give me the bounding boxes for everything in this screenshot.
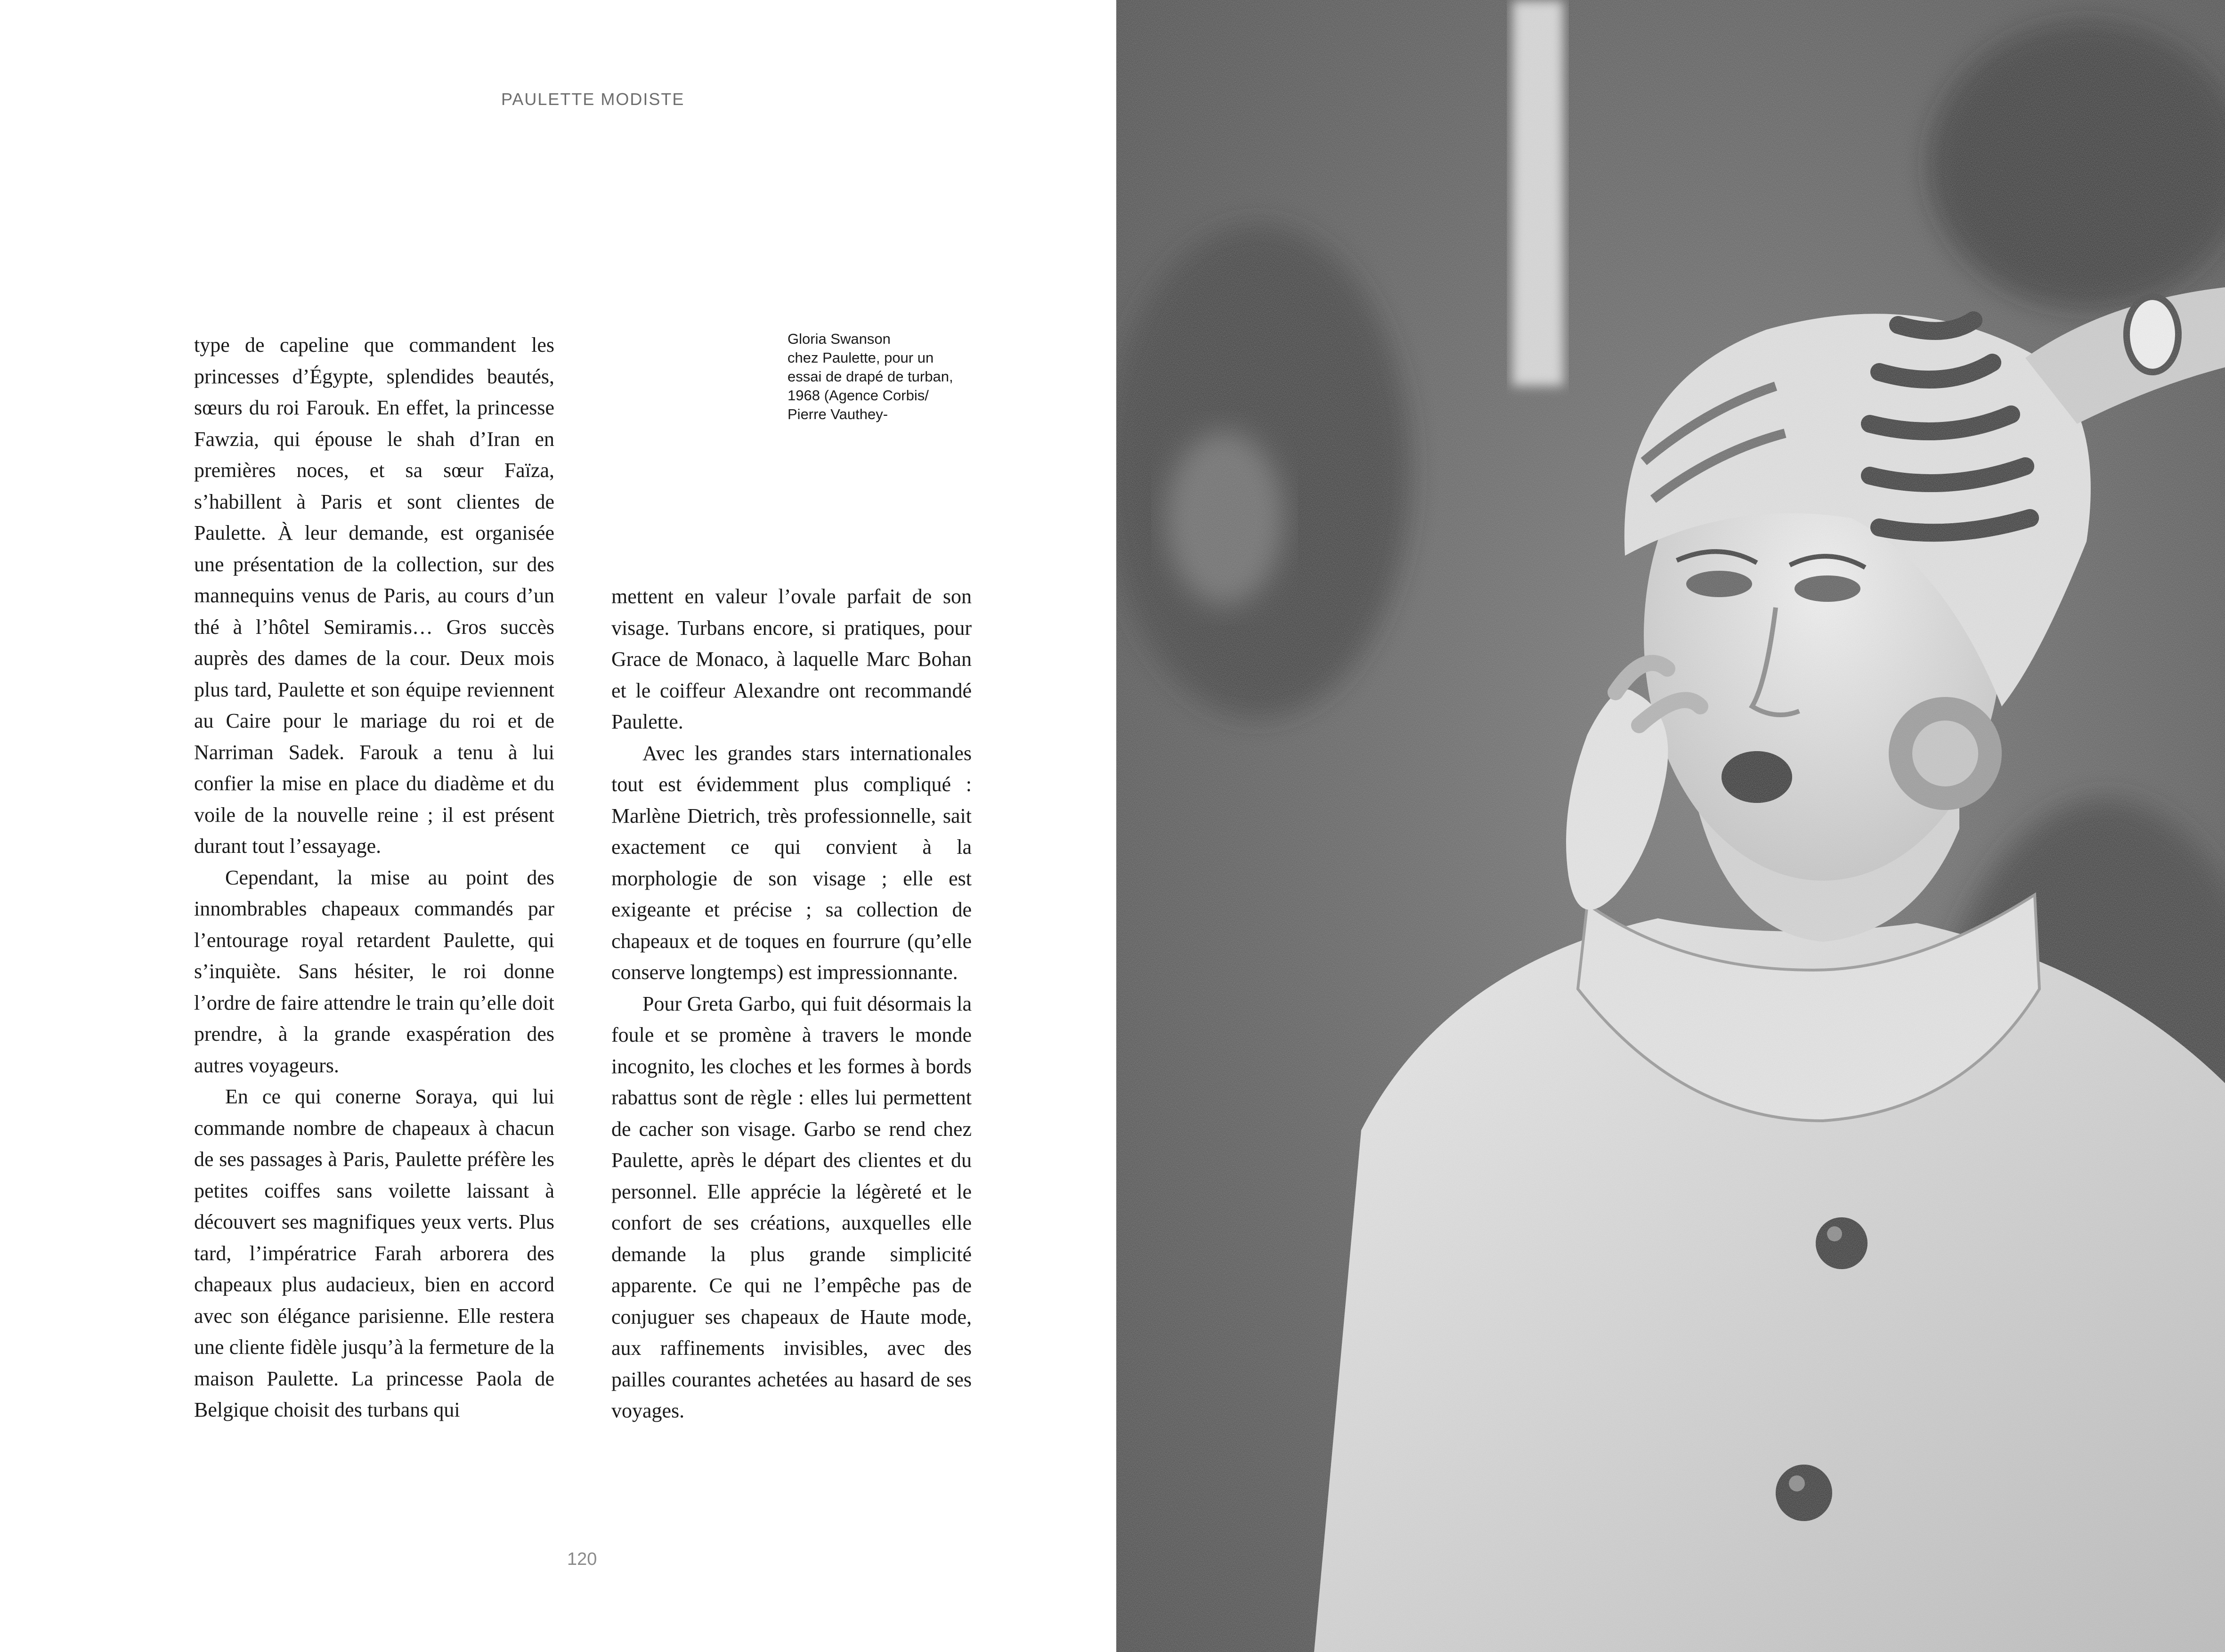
caption-line: Pierre Vauthey-: [788, 406, 888, 422]
text-column-right: [611, 581, 972, 1427]
caption-line: chez Paulette, pour un: [788, 349, 934, 366]
paragraph: type de capeline que commandent les princesses d’Égypte, splendides beautés, sœurs du roi Farouk. En effet, la princesse Fawzia, qui épouse le shah d’Iran en premières noces, et sa sœur Faïza, s’habillent à Paris et sont clientes de Paulette. À leur demande, est organisée une présentation de la collection, sur des mannequins venus de Paris, au cours d’un thé à l’hôtel Semiramis… Gros succès auprès des dames de la cour. Deux mois plus tard, Paulette et son équipe reviennent au Caire pour le mariage du roi et de Narriman Sadek. Farouk a tenu à lui confier la mise en place du diadème et du voile de la nouvelle reine ; il est présent durant tout l’essayage.: [194, 333, 554, 858]
paragraph: Pour Greta Garbo, qui fuit désormais la foule et se promène à travers le monde incognito, les cloches et les formes à bords rabattus sont de règle : elles lui permettent de cacher son visage. Garbo se rend chez Paulette, après le départ des clientes et du personnel. Elle apprécie la légèreté et le confort de ses créations, auxquelles elle demande la plus grande simplicité apparente. Ce qui ne l’empêche pas de conjuguer ses chapeaux de Haute mode, aux raffinements invisibles, avec des pailles courantes achetées au hasard de ses voyages.: [611, 992, 972, 1422]
photo-caption: [788, 330, 985, 424]
photograph-gloria-swanson: [1116, 0, 2225, 1652]
caption-line: 1968 (Agence Corbis/: [788, 387, 929, 404]
paragraph: En ce qui conerne Soraya, qui lui commande nombre de chapeaux à chacun de ses passages à Paris, Paulette préfère les petites coiffes sans voilette laissant à découvert ses magnifiques yeux verts. Plus tard, l’impératrice Farah arborera des chapeaux plus audacieux, bien en accord avec son élégance parisienne. Elle restera une cliente fidèle jusqu’à la fermeture de la maison Paulette. La princesse Paola de Belgique choisit des turbans qui: [194, 1085, 554, 1421]
paragraph: Cependant, la mise au point des innombrables chapeaux commandés par l’entourage royal retardent Paulette, qui s’inquiète. Sans hésiter, le roi donne l’ordre de faire attendre le train qu’elle doit prendre, à la grande exaspération des autres voyageurs.: [194, 866, 554, 1077]
page-number: 120: [567, 1549, 597, 1569]
photo-illustration: [1116, 0, 2225, 1652]
text-column-left: [194, 330, 554, 1426]
caption-line: essai de drapé de turban,: [788, 368, 953, 385]
running-head: PAULETTE MODISTE: [501, 89, 685, 109]
paragraph: Avec les grandes stars internationales tout est évidemment plus compliqué : Marlène Dietrich, très professionnelle, sait exactement ce qui convient à la morphologie de son visage ; elle est exigeante et précise ; sa collection de chapeaux et de toques en fourrure (qu’elle conserve longtemps) est impressionnante.: [611, 741, 972, 984]
paragraph: mettent en valeur l’ovale parfait de son visage. Turbans encore, si pratiques, pour Grace de Monaco, à laquelle Marc Bohan et le coiffeur Alexandre ont recommandé Paulette.: [611, 585, 972, 733]
caption-line: Gloria Swanson: [788, 331, 891, 347]
